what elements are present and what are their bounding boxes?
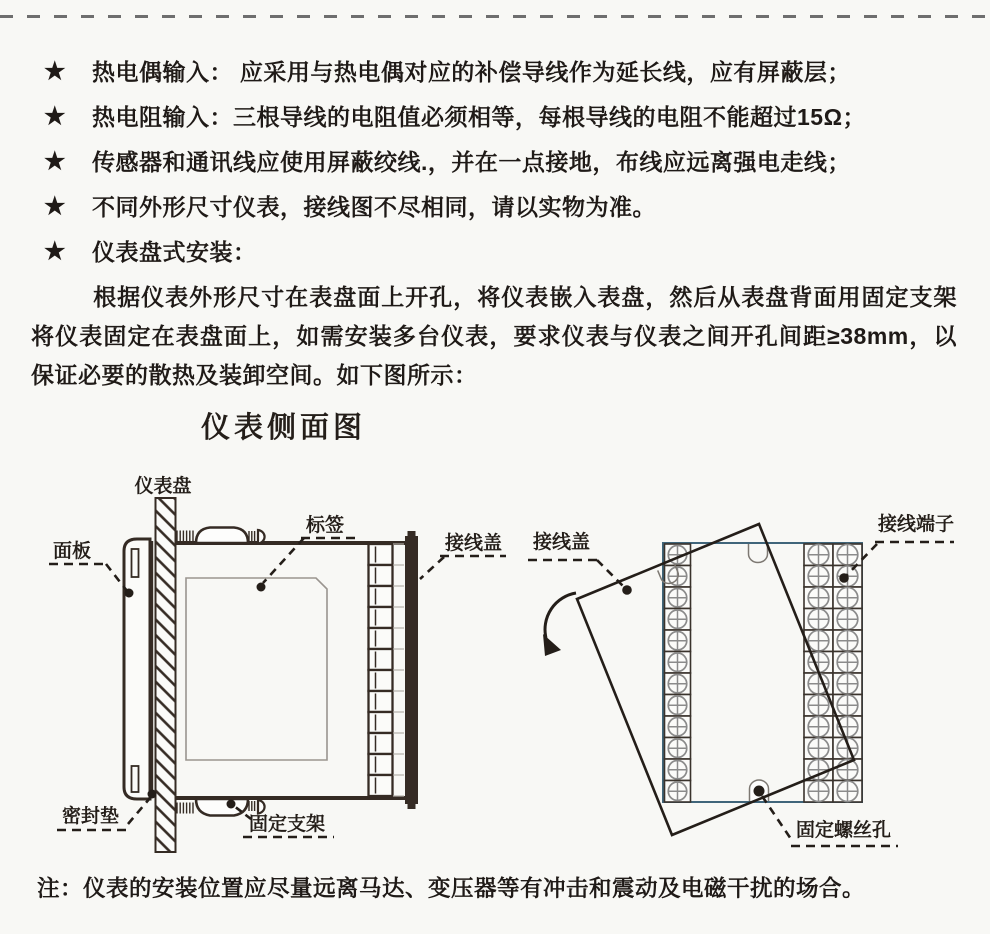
terminal-cell xyxy=(369,691,393,712)
leader-dot xyxy=(148,790,157,799)
leader-dot xyxy=(257,583,266,592)
screw-head-icon xyxy=(258,530,265,544)
star-icon: ★ xyxy=(44,103,67,130)
leader-dot xyxy=(754,786,765,797)
terminal-cover-bar xyxy=(405,536,418,804)
top-bracket xyxy=(196,528,248,544)
leader-dot xyxy=(622,585,632,595)
bottom-note: 注：仪表的安装位置应尽量远离马达、变压器等有冲击和震动及电磁干扰的场合。 xyxy=(37,876,866,901)
leader-line xyxy=(128,798,150,824)
terminal-cell xyxy=(369,733,393,754)
bullet-text: 热电阻输入：三根导线的电阻值必须相等，每根导线的电阻不能超过15Ω； xyxy=(92,104,867,130)
terminal-cell xyxy=(369,586,393,607)
leader-line xyxy=(420,557,444,579)
bullet-text: 仪表盘式安装： xyxy=(92,239,257,265)
terminal-cell xyxy=(369,775,393,796)
threaded-rods xyxy=(177,531,255,814)
label-front-panel: 面板 xyxy=(53,541,92,562)
installation-paragraph: 根据仪表外形尺寸在表盘面上开孔，将仪表嵌入表盘，然后从表盘背面用固定支架将仪表固定在表盘面上，如需安装多台仪表，要求仪表与仪表之间开孔间距≥38mm，以保证必要的散热及装卸空间。如下图所示： xyxy=(31,284,957,388)
star-icon: ★ xyxy=(44,148,67,175)
label-instrument-panel: 仪表盘 xyxy=(134,476,192,497)
terminal-blocks xyxy=(665,544,863,802)
terminal-strip-side xyxy=(369,544,405,796)
panel-wall-hatch xyxy=(156,498,176,852)
leader-dot xyxy=(227,800,236,809)
terminal-cell xyxy=(369,565,393,586)
label-bracket: 固定支架 xyxy=(249,814,326,835)
label-terminals: 接线端子 xyxy=(878,514,955,535)
top-screw-hole xyxy=(749,544,768,563)
terminal-cell xyxy=(369,544,393,565)
bullet-text: 热电偶输入： 应采用与热电偶对应的补偿导线作为延长线，应有屏蔽层； xyxy=(92,59,851,85)
label-area xyxy=(186,578,327,760)
label-tag: 标签 xyxy=(306,515,345,536)
label-terminal-cover-side: 接线盖 xyxy=(445,533,503,554)
side-view-diagram xyxy=(49,474,506,852)
leader-line xyxy=(597,560,624,587)
terminal-cell xyxy=(369,712,393,733)
bullet-text: 传感器和通讯线应使用屏蔽绞线.，并在一点接地，布线应远离强电走线； xyxy=(92,149,851,175)
terminal-cell xyxy=(369,649,393,670)
terminal-cell xyxy=(369,607,393,628)
bottom-bracket xyxy=(196,799,248,816)
label-terminal-cover-rear: 接线盖 xyxy=(533,532,591,553)
leader-dot xyxy=(125,589,134,598)
label-fixing-screw-hole: 固定螺丝孔 xyxy=(796,820,892,841)
screw-head-icon xyxy=(258,800,265,814)
terminal-cell xyxy=(369,628,393,649)
rotate-arrowhead xyxy=(543,634,561,656)
terminal-cell xyxy=(369,670,393,691)
rear-view-diagram xyxy=(528,512,954,846)
terminal-cell xyxy=(369,754,393,775)
front-bezel xyxy=(124,539,150,799)
rotate-arrow-icon xyxy=(545,593,576,638)
bullet-text: 不同外形尺寸仪表，接线图不尽相同，请以实物为准。 xyxy=(92,194,656,220)
star-icon: ★ xyxy=(44,58,67,85)
star-icon: ★ xyxy=(44,193,67,220)
diagram-title: 仪表侧面图 xyxy=(201,412,367,444)
star-icon: ★ xyxy=(44,238,67,265)
label-gasket: 密封垫 xyxy=(62,806,120,827)
leader-dot xyxy=(839,573,849,583)
